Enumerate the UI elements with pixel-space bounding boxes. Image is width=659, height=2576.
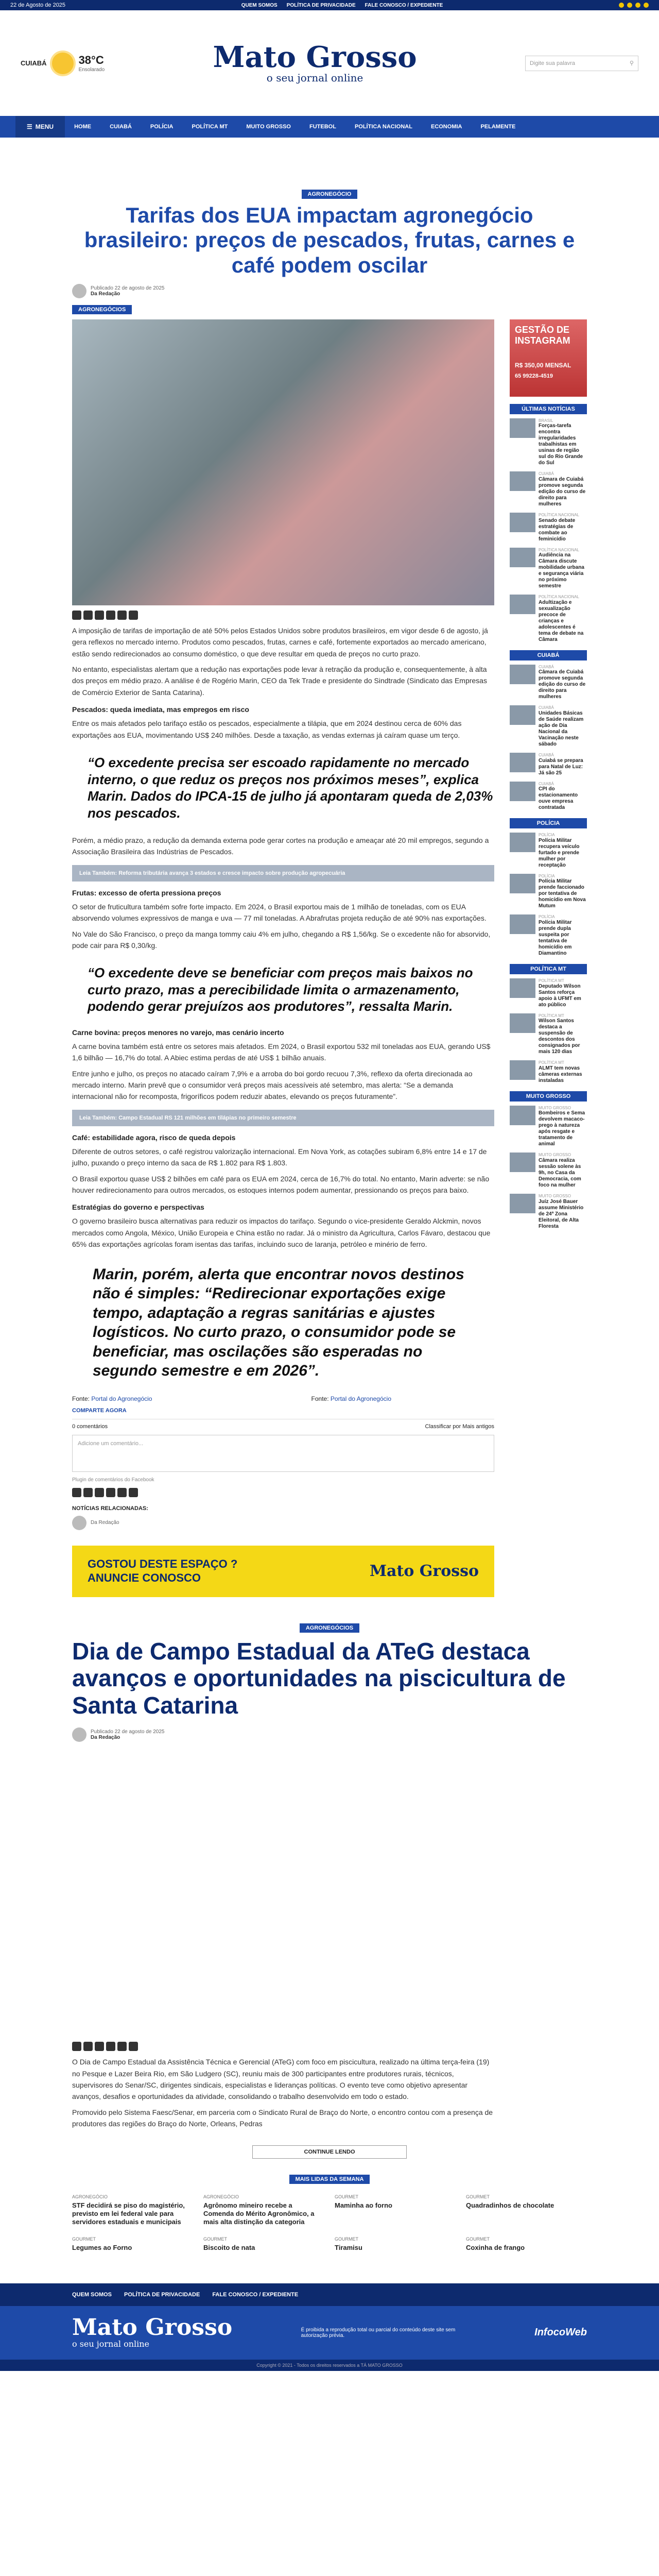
related-byline [72, 1516, 494, 1530]
nav-item-politica-mt[interactable]: POLÍTICA MT [192, 124, 228, 130]
sidebar-heading: POLÍTICA MT [510, 964, 587, 974]
source-label: Fonte: [72, 1395, 90, 1402]
news-title: CPI do estacionamento ouve empresa contratada [539, 786, 578, 811]
news-thumbnail [510, 595, 535, 614]
sidebar-heading: MUITO GROSSO [510, 1091, 587, 1101]
news-thumbnail [510, 471, 535, 491]
youtube-icon[interactable] [635, 3, 640, 8]
sidebar-news-item[interactable] [510, 914, 587, 957]
news-category: MUITO GROSSO [539, 1105, 571, 1110]
news-thumbnail [510, 418, 535, 438]
news-category: AGRONEGÓCIO [72, 2194, 108, 2199]
insta-price: R$ 350,00 MENSAL [515, 361, 571, 369]
weather-city: CUIABÁ [21, 59, 47, 67]
paragraph: O Dia de Campo Estadual da Assistência Técnica e Gerencial (ATeG) com foco em piscicultura, realizado na última terça-feira (19) no Pesque e Lazer Beira Rio, em São Ludgero (SC), reuniu mais de 300 participantes entre produtores rurais, técnicos, supervisores do Senar/SC, dirigentes sindicais, especialistas e lideranças políticas. O evento teve como objetivo apresentar avanços, desafios e oportunidades da atividade, consolidando o trabalho desenvolvido em todo o estado. [72, 2058, 490, 2101]
share-bar [72, 2042, 587, 2051]
insta-phone: 65 99228-4519 [515, 372, 553, 379]
share-facebook-icon[interactable] [72, 2042, 81, 2051]
source-link[interactable]: Portal do Agronegócio [330, 1395, 391, 1402]
share-telegram-icon[interactable] [106, 1488, 115, 1497]
top-link-privacy[interactable]: POLÍTICA DE PRIVACIDADE [286, 2, 356, 8]
source-link[interactable]: Portal do Agronegócio [91, 1395, 152, 1402]
news-category: MUITO GROSSO [539, 1153, 571, 1158]
share-email-icon[interactable] [117, 2042, 127, 2051]
top-link-contact[interactable]: FALE CONOSCO / EXPEDIENTE [365, 2, 443, 8]
news-title: Unidades Básicas de Saúde realizam ação de Dia Nacional da Vacinação neste sábado [539, 710, 584, 748]
top-bar [0, 0, 659, 10]
news-title: Quadradinhos de chocolate [466, 2201, 554, 2209]
article [72, 138, 587, 2159]
news-category: GOURMET [466, 2194, 490, 2199]
news-thumbnail [510, 874, 535, 893]
news-thumbnail [510, 753, 535, 772]
share-bar-bottom [72, 1488, 494, 1497]
news-title: Audiência na Câmara discute mobilidade urbana e segurança viária no próximo semestre [539, 552, 584, 589]
article-main [72, 319, 494, 1613]
related-author: Da Redação [91, 1520, 119, 1526]
sidebar-heading: POLÍCIA [510, 818, 587, 828]
author-avatar [72, 1516, 86, 1530]
news-title: Câmara realiza sessão solene às 9h, no Casa da Democracia, com foco na mulher [539, 1157, 581, 1188]
news-category: POLÍTICA NACIONAL [539, 547, 580, 552]
paragraph: Entre os mais afetados pelo tarifaço estão os pescados, especialmente a tilápia, que em 2024 destinou cerca de 60% das exportações aos EUA, movimentando US$ 240 milhões. Desde a taxação, as vendas externas já caíram quase um terço. [72, 719, 462, 739]
main-nav [0, 116, 659, 138]
sidebar [510, 319, 587, 1613]
sidebar-news-item[interactable] [510, 1194, 587, 1230]
most-read-item[interactable] [335, 2194, 456, 2227]
share-telegram-icon[interactable] [106, 611, 115, 620]
twitter-icon[interactable] [627, 3, 632, 8]
news-thumbnail [510, 548, 535, 567]
news-thumbnail [510, 513, 535, 532]
share-bar [72, 611, 494, 620]
most-read-item[interactable] [203, 2236, 324, 2252]
news-category: GOURMET [72, 2236, 96, 2242]
sidebar-news-item[interactable] [510, 753, 587, 776]
news-category: POLÍTICA MT [539, 1013, 564, 1018]
related-link[interactable]: Leia Também: Campo Estadual RS 121 milhões em tilápias no primeiro semestre [72, 1110, 494, 1126]
sidebar-news-item[interactable] [510, 548, 587, 590]
news-category: AGRONEGÓCIO [203, 2194, 239, 2199]
sources [72, 1395, 494, 1402]
logo-name: Mato Grosso [213, 40, 417, 74]
source-label: Fonte: [311, 1395, 329, 1402]
section-heading: Carne bovina: preços menores no varejo, mas cenário incerto [72, 1028, 284, 1037]
news-thumbnail [510, 833, 535, 852]
news-thumbnail [510, 1153, 535, 1172]
site-logo[interactable] [213, 40, 417, 84]
section-heading: Café: estabilidade agora, risco de queda depois [72, 1133, 236, 1142]
facebook-icon[interactable] [619, 3, 624, 8]
footer-tagline: o seu jornal online [72, 2339, 150, 2349]
news-thumbnail [510, 1013, 535, 1033]
news-title: Polícia Militar recupera veículo furtado e prende mulher por receptação [539, 837, 580, 868]
author-avatar [72, 284, 86, 298]
search-input[interactable] [525, 56, 638, 71]
paragraph: Porém, a médio prazo, a redução da demanda externa pode gerar cortes na produção e ameaçar até 20 mil empregos, segundo a Associação Brasileira das Indústrias de Pescados. [72, 836, 489, 856]
next-article-title: Dia de Campo Estadual da ATeG destaca avanços e oportunidades na piscicultura de Santa Catarina [72, 1637, 566, 1719]
news-title: Tiramisu [335, 2244, 362, 2252]
instagram-ad[interactable] [510, 319, 587, 397]
news-thumbnail [510, 665, 535, 684]
sidebar-news-item[interactable] [510, 782, 587, 811]
share-twitter-icon[interactable] [83, 611, 93, 620]
share-telegram-icon[interactable] [106, 2042, 115, 2051]
news-category: POLÍCIA [539, 873, 555, 878]
banner-text: ANUNCIE CONOSCO [88, 1571, 201, 1584]
most-read-title: MAIS LIDAS DA SEMANA [289, 2175, 370, 2184]
most-read-item[interactable] [203, 2194, 324, 2227]
continue-reading-button[interactable]: CONTINUE LENDO [252, 2145, 407, 2159]
paragraph: A imposição de tarifas de importação de até 50% pelos Estados Unidos sobre produtos brasileiros, em vigor desde 6 de agosto, já gera reflexos no mercado interno. Produtos como pescados, frutas, carnes e café, fortemente exportados ao mercado americano, estão sendo redirecionados ao consumo doméstico, o que deve resultar em queda de preços no curto prazo. [72, 626, 488, 658]
most-read-item[interactable] [72, 2194, 193, 2227]
news-title: Polícia Militar prende dupla suspeita por tentativa de homicídio em Diamantino [539, 920, 572, 957]
menu-button[interactable] [15, 116, 65, 138]
sidebar-news-item[interactable] [510, 978, 587, 1008]
news-thumbnail [510, 782, 535, 801]
sidebar-news-item[interactable] [510, 595, 587, 643]
news-title: Cuiabá se prepara para Natal de Luz: Já são 25 [539, 757, 583, 776]
article-category-tag[interactable]: AGRONEGÓCIOS [72, 305, 132, 314]
news-title: Biscoito de nata [203, 2244, 255, 2252]
nav-item-politica-nacional[interactable]: POLÍTICA NACIONAL [354, 124, 412, 130]
nav-item-cuiaba[interactable]: CUIABÁ [110, 124, 132, 130]
news-category: BRASIL [539, 418, 553, 423]
paragraph: No Vale do São Francisco, o preço da manga tommy caiu 4% em julho, chegando a R$ 1,56/kg. Se o excedente não for absorvido, pode cair para R$ 0,30/kg. [72, 929, 491, 950]
weather-temp: 38°C [78, 54, 104, 66]
paragraph: Promovido pelo Sistema Faesc/Senar, em parceria com o Sindicato Rural de Braço do Norte, o encontro contou com a presença de produtores das regiões do Braço do Norte, Orleans, Pedras [72, 2108, 493, 2128]
nav-item-policia[interactable]: POLÍCIA [150, 124, 174, 130]
news-category: GOURMET [466, 2236, 490, 2242]
article-kicker[interactable]: AGRONEGÓCIO [302, 190, 358, 199]
news-title: Wilson Santos destaca a suspensão de descontos dos consignados por mais 120 dias [539, 1018, 580, 1055]
share-email-icon[interactable] [117, 611, 127, 620]
banner-text: GOSTOU DESTE ESPAÇO ? [88, 1557, 238, 1571]
search-icon[interactable]: ⚲ [629, 60, 634, 66]
nav-item-economia[interactable]: ECONOMIA [430, 124, 462, 130]
news-category: CUIABÁ [539, 705, 554, 710]
news-category: POLÍTICA MT [539, 978, 564, 984]
news-title: Deputado Wilson Santos reforça apoio à UFMT em ato público [539, 983, 581, 1008]
instagram-icon[interactable] [644, 3, 649, 8]
author-avatar [72, 1727, 86, 1742]
byline [72, 1727, 587, 1742]
footer-link-contact[interactable]: FALE CONOSCO / EXPEDIENTE [212, 2291, 299, 2298]
comments-count: 0 comentários [72, 1423, 108, 1430]
sidebar-news-item[interactable] [510, 705, 587, 748]
share-print-icon[interactable] [129, 1488, 138, 1497]
news-title: Legumes ao Forno [72, 2244, 132, 2252]
news-category: CUIABÁ [539, 781, 554, 786]
share-twitter-icon[interactable] [83, 1488, 93, 1497]
site-header [0, 10, 659, 116]
weather-condition: Ensolarado [78, 67, 105, 73]
nav-item-futebol[interactable]: FUTEBOL [309, 124, 336, 130]
sidebar-news-item[interactable] [510, 513, 587, 543]
sidebar-heading: CUIABÁ [510, 650, 587, 660]
logo-tagline: o seu jornal online [266, 71, 363, 84]
share-facebook-icon[interactable] [72, 1488, 81, 1497]
footer-link-privacy[interactable]: POLÍTICA DE PRIVACIDADE [124, 2291, 200, 2298]
most-read-item[interactable] [72, 2236, 193, 2252]
most-read-item[interactable] [335, 2236, 456, 2252]
paragraph: O setor de fruticultura também sofre forte impacto. Em 2024, o Brasil exportou mais de 1 milhão de toneladas, com os EUA absorvendo volumes expressivos de manga e uva — 77 mil toneladas. A Abrafrutas projeta redução de até 90% nas exportações. [72, 902, 487, 923]
banner-logo: Mato Grosso [369, 1562, 479, 1581]
sidebar-news-item[interactable] [510, 874, 587, 910]
share-whatsapp-icon[interactable] [95, 2042, 104, 2051]
publish-date: Publicado 22 de agosto de 2025 [91, 1729, 165, 1735]
sun-icon [52, 53, 74, 74]
top-link-about[interactable]: QUEM SOMOS [241, 2, 278, 8]
search-placeholder: Digite sua palavra [529, 60, 576, 66]
article-title: Tarifas dos EUA impactam agronegócio brasileiro: preços de pescados, frutas, carnes e café podem oscilar [84, 203, 575, 277]
share-email-icon[interactable] [117, 1488, 127, 1497]
news-title: Adultização e sexualização precoce de crianças e adolescentes é tema de debate na Câmara [539, 599, 584, 642]
paragraph: Diferente de outros setores, o café registrou valorização internacional. Em Nova York, as cotações subiram 6,8% entre 14 e 17 de julho, puxando o preço interno da saca de R$ 1.802 para R$ 1.803. [72, 1147, 487, 1167]
article-kicker[interactable]: AGRONEGÓCIOS [300, 1623, 359, 1633]
news-title: Forças-tarefa encontra irregularidades trabalhistas em usinas de região sul do Rio Grande do Sul [539, 423, 583, 466]
facebook-plugin-label: Plugin de comentários do Facebook [72, 1477, 154, 1483]
byline [72, 284, 587, 298]
share-whatsapp-icon[interactable] [95, 1488, 104, 1497]
sidebar-news-item[interactable] [510, 1153, 587, 1189]
news-category: POLÍCIA [539, 914, 555, 920]
section-heading: Frutas: excesso de oferta pressiona preços [72, 888, 221, 897]
news-title: Juíz José Bauer assume Ministério de 24ª Zona Eleitoral, de Alta Floresta [539, 1198, 584, 1229]
share-facebook-icon[interactable] [72, 611, 81, 620]
news-thumbnail [510, 1106, 535, 1125]
pull-quote: “O excedente deve se beneficiar com preços mais baixos no curto prazo, mas a perecibilidade limita o armazenamento, podendo gerar prejuízos aos produtores”, ressalta Marin. [88, 965, 473, 1014]
comments-header [72, 1419, 494, 1430]
sidebar-news-item[interactable] [510, 471, 587, 507]
paragraph: Entre junho e julho, os preços no atacado caíram 7,9% e a arroba do boi gordo recuou 7,3%, reflexo da oferta direcionada ao mercado interno. Marin prevê que o consumidor verá preços mais acessíveis até setembro, mas alerta: “Se a demanda internacional não for recomposta, frigoríficos podem reduzir abates, elevando os preços futuramente”. [72, 1069, 473, 1101]
news-category: GOURMET [335, 2194, 358, 2199]
sidebar-news-item[interactable] [510, 418, 587, 467]
news-category: POLÍTICA MT [539, 1060, 564, 1065]
news-thumbnail [510, 978, 535, 998]
pull-quote: “O excedente precisa ser escoado rapidamente no mercado interno, o que reduz os preços nos próximos meses”, explica Marin. Dados do IPCA-15 de julho já apontaram queda de 2,03% nos pescados. [88, 755, 493, 821]
most-read-item[interactable] [466, 2194, 587, 2227]
author-name: Da Redação [91, 291, 120, 297]
nav-item-muito-grosso[interactable]: MUITO GROSSO [246, 124, 291, 130]
hamburger-icon: ☰ [27, 123, 32, 130]
news-title: Agrônomo mineiro recebe a Comenda do Mérito Agronômico, a mais alta distinção da categoria [203, 2201, 315, 2226]
news-category: CUIABÁ [539, 471, 554, 477]
hero-image [72, 319, 494, 605]
sidebar-heading: ÚLTIMAS NOTÍCIAS [510, 404, 587, 414]
news-category: CUIABÁ [539, 664, 554, 669]
most-read [72, 2174, 587, 2252]
next-article-image [72, 1748, 587, 2037]
sidebar-news-item[interactable] [510, 833, 587, 869]
news-thumbnail [510, 1060, 535, 1080]
news-thumbnail [510, 1194, 535, 1213]
news-category: CUIABÁ [539, 753, 554, 758]
next-article [72, 1613, 587, 2159]
related-heading: NOTÍCIAS RELACIONADAS: [72, 1505, 148, 1512]
news-title: ALMT tem novas câmeras externas instaladas [539, 1065, 582, 1083]
related-link[interactable]: Leia Também: Reforma tributária avança 3 estados e cresce impacto sobre produção agropecuária [72, 865, 494, 882]
news-title: Câmara de Cuiabá promove segunda edição do curso de direito para mulheres [539, 669, 586, 700]
footer-logo[interactable]: Mato Grosso [72, 2314, 233, 2341]
news-category: POLÍTICA NACIONAL [539, 513, 580, 518]
ad-banner[interactable] [72, 1546, 494, 1597]
comments-sort[interactable]: Classificar por Mais antigos [425, 1423, 494, 1430]
share-whatsapp-icon[interactable] [95, 611, 104, 620]
menu-label: MENU [35, 123, 54, 130]
nav-item-pelamente[interactable]: PELAMENTE [480, 124, 516, 130]
developer-logo[interactable]: InfocoWeb [534, 2327, 587, 2338]
footer-link-about[interactable]: QUEM SOMOS [72, 2291, 112, 2298]
news-title: Bombeiros e Sema devolvem macaco-prego à natureza após resgate e tratamento de animal [539, 1110, 585, 1147]
sidebar-news-item[interactable] [510, 1060, 587, 1084]
sidebar-news-item[interactable] [510, 1013, 587, 1056]
most-read-item[interactable] [466, 2236, 587, 2252]
share-print-icon[interactable] [129, 2042, 138, 2051]
comment-input[interactable]: Adicione um comentário... [72, 1435, 494, 1472]
news-thumbnail [510, 914, 535, 934]
sidebar-news-item[interactable] [510, 665, 587, 701]
article-body [72, 625, 494, 1381]
share-now-link[interactable]: COMPARTE AGORA [72, 1407, 127, 1414]
news-category: GOURMET [203, 2236, 227, 2242]
insta-title: GESTÃO DE INSTAGRAM [515, 324, 570, 346]
news-category: POLÍCIA [539, 833, 555, 838]
share-twitter-icon[interactable] [83, 2042, 93, 2051]
publish-date: Publicado 22 de agosto de 2025 [91, 285, 165, 291]
big-quote: Marin, porém, alerta que encontrar novos destinos não é simples: “Redirecionar exportações exige tempo, adaptação a regras sanitárias e ajustes logísticos. No curto prazo, o consumidor pode se beneficiar, mas oscilações são esperadas no segundo semestre e em 2026”. [93, 1265, 464, 1380]
share-print-icon[interactable] [129, 611, 138, 620]
news-title: Câmara de Cuiabá promove segunda edição do curso de direito para mulheres [539, 477, 586, 507]
copyright: Copyright © 2021 - Todos os direitos reservados a TÁ MATO GROSSO [0, 2360, 659, 2371]
news-category: GOURMET [335, 2236, 358, 2242]
news-title: Maminha ao forno [335, 2201, 392, 2209]
news-title: Coxinha de frango [466, 2244, 525, 2252]
news-title: STF decidirá se piso do magistério, previsto em lei federal vale para servidores estaduais e municipais [72, 2201, 185, 2226]
news-thumbnail [510, 705, 535, 725]
paragraph: No entanto, especialistas alertam que a redução nas exportações pode levar à retração da produção e, consequentemente, à alta dos preços em médio prazo. A análise é de Rogério Marin, CEO da Tek Trade e presidente do Sindtrade (Sindicato das Empresas de Comércio Exterior de Santa Catarina). [72, 665, 487, 697]
footer-notice: É proibida a reprodução total ou parcial do conteúdo deste site sem autorização prévia. [301, 2327, 456, 2338]
paragraph: A carne bovina também está entre os setores mais afetados. Em 2024, o Brasil exportou 532 mil toneladas aos EUA, gerando US$ 1,6 bilhão — 16,7% do total. A Abiec estima perdas de até US$ 1 bilhão anuais. [72, 1042, 491, 1062]
nav-item-home[interactable]: HOME [74, 124, 92, 130]
news-title: Polícia Militar prende faccionado por tentativa de homicídio em Nova Mutum [539, 878, 586, 909]
paragraph: O Brasil exportou quase US$ 2 bilhões em café para os EUA em 2024, cerca de 16,7% do total. No entanto, Marin adverte: se não houver redirecionamento para outros mercados, os estoques internos podem aumentar, pressionando os preços para baixo. [72, 1174, 490, 1194]
news-category: POLÍTICA NACIONAL [539, 595, 580, 600]
footer [0, 2306, 659, 2360]
sidebar-news-item[interactable] [510, 1106, 587, 1148]
weather-widget [21, 53, 105, 74]
paragraph: O governo brasileiro busca alternativas para reduzir os impactos do tarifaço. Segundo o vice-presidente Geraldo Alckmin, novos mercados como Angola, México, União Europeia e China estão no radar. Já o ministro da Agricultura, Carlos Fávaro, destacou que 65% das exportações agrícolas foram isentas das tarifas, incluindo suco de laranja, petróleo e minério de ferro. [72, 1217, 491, 1249]
news-category: MUITO GROSSO [539, 1193, 571, 1198]
news-title: Senado debate estratégias de combate ao feminicídio [539, 517, 576, 542]
date-label: 22 de Agosto de 2025 [10, 2, 66, 8]
author-name: Da Redação [91, 1735, 120, 1741]
section-heading: Pescados: queda imediata, mas empregos em risco [72, 705, 249, 714]
footer-links [0, 2283, 659, 2306]
section-heading: Estratégias do governo e perspectivas [72, 1203, 204, 1212]
